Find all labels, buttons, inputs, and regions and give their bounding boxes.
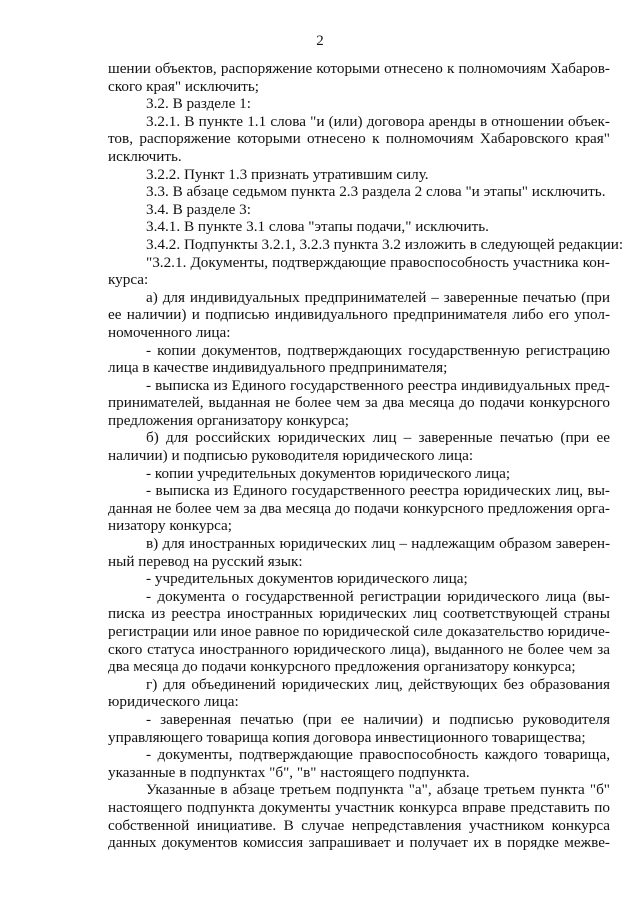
text-line: г) для объединений юридических лиц, действующих без образования: [146, 675, 610, 693]
text-line: - выписка из Единого государственного реестра индивидуальных пред-: [146, 376, 610, 394]
text-line: управляющего товарища копия договора инвестиционного товарищества;: [108, 728, 586, 746]
paragraph: [108, 711, 610, 746]
paragraph: [108, 60, 610, 95]
text-line: два месяца до подачи конкурсного предложения организатору конкурса;: [108, 658, 576, 676]
paragraph: [108, 588, 610, 676]
text-line: 3.2.1. В пункте 1.1 слова "и (или) договора аренды в отношении объек-: [146, 112, 610, 130]
paragraph: [108, 95, 610, 113]
paragraph: [108, 781, 610, 851]
paragraph: [108, 570, 610, 588]
text-line: указанные в подпунктах "б", "в" настоящего подпункта.: [108, 763, 470, 781]
paragraph: [108, 254, 610, 289]
text-line: ского статуса иностранного юридического лица), выданного не более чем за: [108, 640, 610, 658]
paragraph: [108, 166, 610, 184]
text-line: данная не более чем за два месяца до подачи конкурсного предложения орга-: [108, 499, 610, 517]
text-line: ского края" исключить;: [108, 77, 260, 95]
text-line: принимателей, выданная не более чем за два месяца до подачи конкурсного: [108, 394, 610, 412]
text-line: данных документов комиссия запрашивает и получает их в порядке межве-: [108, 834, 610, 852]
paragraph: [108, 289, 610, 342]
paragraph: [108, 235, 624, 254]
paragraph: [108, 183, 610, 201]
text-line: ее наличии) и подписью индивидуального предпринимателя либо его упол-: [108, 306, 610, 324]
text-line: б) для российских юридических лиц – заверенные печатью (при ее: [146, 429, 610, 447]
text-line: исключить.: [108, 147, 182, 165]
text-line: - выписка из Единого государственного реестра юридических лиц, вы-: [146, 482, 610, 500]
text-line: 3.2. В разделе 1:: [146, 95, 251, 113]
paragraph: [108, 113, 610, 166]
paragraph: [108, 201, 610, 219]
paragraph: [108, 676, 610, 711]
text-line: 3.4.2. Подпункты 3.2.1, 3.2.3 пункта 3.2 изложить в следующей редакции:: [146, 235, 624, 253]
text-line: - копии учредительных документов юридического лица;: [146, 464, 511, 482]
page-number: 2: [316, 33, 324, 49]
text-line: собственной инициативе. В случае непредставления участником конкурса: [108, 816, 610, 834]
text-line: - документа о государственной регистрации юридического лица (вы-: [146, 587, 610, 605]
text-line: 3.2.2. Пункт 1.3 признать утратившим силу.: [146, 165, 429, 183]
text-line: настоящего подпункта документы участник конкурса вправе представить по: [108, 798, 610, 816]
text-line: - заверенная печатью (при ее наличии) и подписью руководителя: [146, 710, 610, 728]
paragraph: [108, 482, 610, 535]
document-body: [108, 60, 624, 852]
text-line: - учредительных документов юридического лица;: [146, 570, 468, 588]
text-line: ный перевод на русский язык:: [108, 552, 303, 570]
text-line: номоченного лица:: [108, 323, 231, 341]
paragraph: [108, 465, 610, 483]
text-line: 3.3. В абзаце седьмом пункта 2.3 раздела 2 слова "и этапы" исключить.: [146, 183, 606, 201]
text-line: наличии) и подписью руководителя юридического лица:: [108, 447, 474, 465]
paragraph: [108, 218, 610, 236]
text-line: писка из реестра иностранных юридических лиц соответствующей страны: [108, 605, 610, 623]
text-line: тов, распоряжение которыми отнесено к полномочиям Хабаровского края": [108, 130, 610, 148]
text-line: 3.4.1. В пункте 3.1 слова "этапы подачи," исключить.: [146, 218, 489, 236]
text-line: в) для иностранных юридических лиц – надлежащим образом заверен-: [146, 535, 610, 553]
paragraph: [108, 746, 610, 781]
text-line: - документы, подтверждающие правоспособность каждого товарища,: [146, 746, 610, 764]
text-line: низатору конкурса;: [108, 517, 232, 535]
text-line: 3.4. В разделе 3:: [146, 200, 251, 218]
text-line: курса:: [108, 271, 149, 289]
text-line: предложения организатору конкурса;: [108, 411, 349, 429]
text-line: лица в качестве индивидуального предпринимателя;: [108, 359, 448, 377]
text-line: а) для индивидуальных предпринимателей – заверенные печатью (при: [146, 288, 610, 306]
paragraph: [108, 342, 610, 377]
paragraph: [108, 377, 610, 430]
paragraph: [108, 429, 610, 464]
text-line: регистрации или иное равное по юридической силе доказательство юридиче-: [108, 623, 610, 640]
text-line: юридического лица:: [108, 693, 239, 711]
text-line: шении объектов, распоряжение которыми отнесено к полномочиям Хабаров-: [108, 60, 610, 77]
text-line: Указанные в абзаце третьем подпункта "а", абзаце третьем пункта "б": [146, 781, 610, 799]
text-line: "3.2.1. Документы, подтверждающие правоспособность участника кон-: [146, 253, 610, 271]
paragraph: [108, 535, 610, 570]
text-line: - копии документов, подтверждающих государственную регистрацию: [146, 341, 610, 359]
